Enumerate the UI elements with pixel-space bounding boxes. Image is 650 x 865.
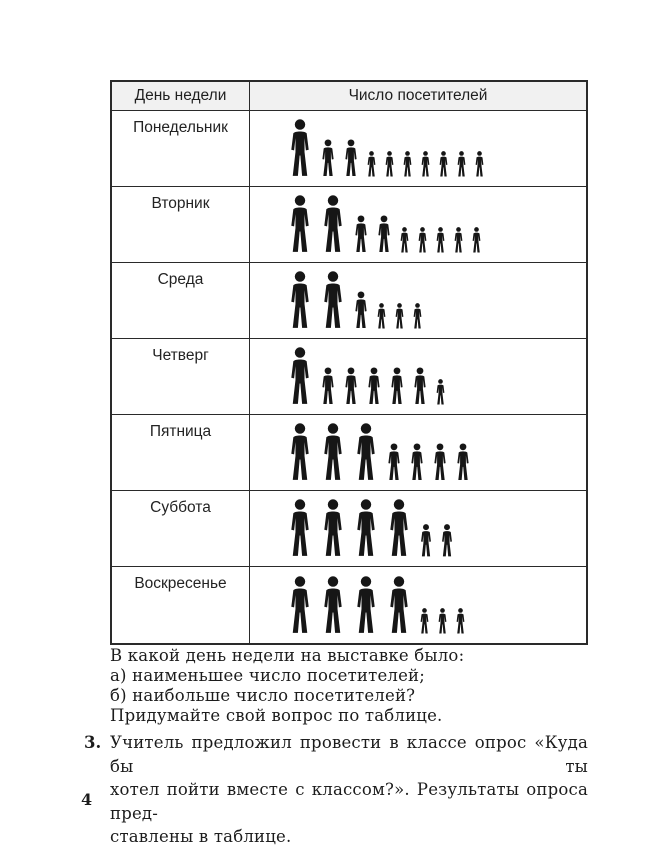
person-icon (375, 215, 393, 253)
person-icon (473, 151, 486, 177)
person-icon (352, 576, 380, 634)
person-icon (286, 499, 314, 557)
person-icon (286, 423, 314, 481)
person-icon (365, 367, 383, 405)
day-label: Понедельник (112, 111, 250, 186)
person-icon (431, 443, 449, 481)
question-block (110, 646, 590, 726)
pictogram-rows (112, 111, 586, 643)
table-row (112, 567, 586, 643)
person-icon (439, 524, 455, 557)
table-row (112, 187, 586, 263)
pictogram-cell (250, 263, 586, 338)
person-icon (286, 119, 314, 177)
pictogram-cell (250, 111, 586, 186)
header-day-of-week: День недели (112, 82, 250, 110)
person-icon (383, 151, 396, 177)
person-icon (419, 151, 432, 177)
person-icon (454, 443, 472, 481)
person-icon (342, 367, 360, 405)
pictogram-cell (250, 187, 586, 262)
table-row (112, 491, 586, 567)
person-icon (319, 195, 347, 253)
task-text-line: хотел пойти вместе с классом?». Результаты опроса пред- (110, 780, 588, 823)
day-label: Воскресенье (112, 567, 250, 643)
person-icon (286, 195, 314, 253)
day-label: Суббота (112, 491, 250, 566)
person-icon (416, 227, 429, 253)
person-icon (319, 271, 347, 329)
person-icon (470, 227, 483, 253)
person-icon (319, 576, 347, 634)
person-icon (319, 139, 337, 177)
person-icon (418, 524, 434, 557)
page-number: 4 (81, 790, 93, 809)
day-label: Среда (112, 263, 250, 338)
pictogram-cell (250, 339, 586, 414)
person-icon (352, 291, 370, 329)
person-icon (342, 139, 360, 177)
person-icon (319, 499, 347, 557)
person-icon (352, 423, 380, 481)
person-icon (352, 499, 380, 557)
question-item-a: а) наименьшее число посетителей; (110, 666, 426, 685)
person-icon (385, 499, 413, 557)
person-icon (286, 576, 314, 634)
person-icon (319, 423, 347, 481)
person-icon (375, 303, 388, 329)
person-icon (401, 151, 414, 177)
question-item-b: б) наибольше число посетителей? (110, 686, 416, 705)
question-intro: В какой день недели на выставке было: (110, 646, 465, 665)
table-row (112, 263, 586, 339)
task-3 (84, 731, 588, 849)
table-row (112, 111, 586, 187)
person-icon (436, 608, 449, 634)
day-label: Пятница (112, 415, 250, 490)
task-number: 3. (84, 733, 102, 752)
table-row (112, 339, 586, 415)
header-number-of-visitors: Число посетителей (348, 87, 488, 104)
table-header-row (112, 82, 586, 111)
visitors-pictogram-table (110, 80, 588, 645)
person-icon (455, 151, 468, 177)
person-icon (434, 379, 447, 405)
person-icon (286, 347, 314, 405)
person-icon (437, 151, 450, 177)
table-row (112, 415, 586, 491)
day-label: Четверг (112, 339, 250, 414)
day-label: Вторник (112, 187, 250, 262)
person-icon (418, 608, 431, 634)
person-icon (452, 227, 465, 253)
person-icon (434, 227, 447, 253)
pictogram-cell (250, 415, 586, 490)
person-icon (408, 443, 426, 481)
person-icon (385, 443, 403, 481)
person-icon (411, 303, 424, 329)
person-icon (319, 367, 337, 405)
person-icon (352, 215, 370, 253)
person-icon (398, 227, 411, 253)
pictogram-cell (250, 491, 586, 566)
person-icon (411, 367, 429, 405)
task-text-line: Учитель предложил провести в классе опрос «Куда бы ты (110, 733, 588, 776)
person-icon (393, 303, 406, 329)
person-icon (454, 608, 467, 634)
person-icon (365, 151, 378, 177)
person-icon (385, 576, 413, 634)
task-text-line: ставлены в таблице. (110, 827, 292, 846)
question-followup: Придумайте свой вопрос по таблице. (110, 706, 443, 725)
person-icon (388, 367, 406, 405)
pictogram-cell (250, 567, 586, 643)
person-icon (286, 271, 314, 329)
task-text (110, 731, 588, 849)
